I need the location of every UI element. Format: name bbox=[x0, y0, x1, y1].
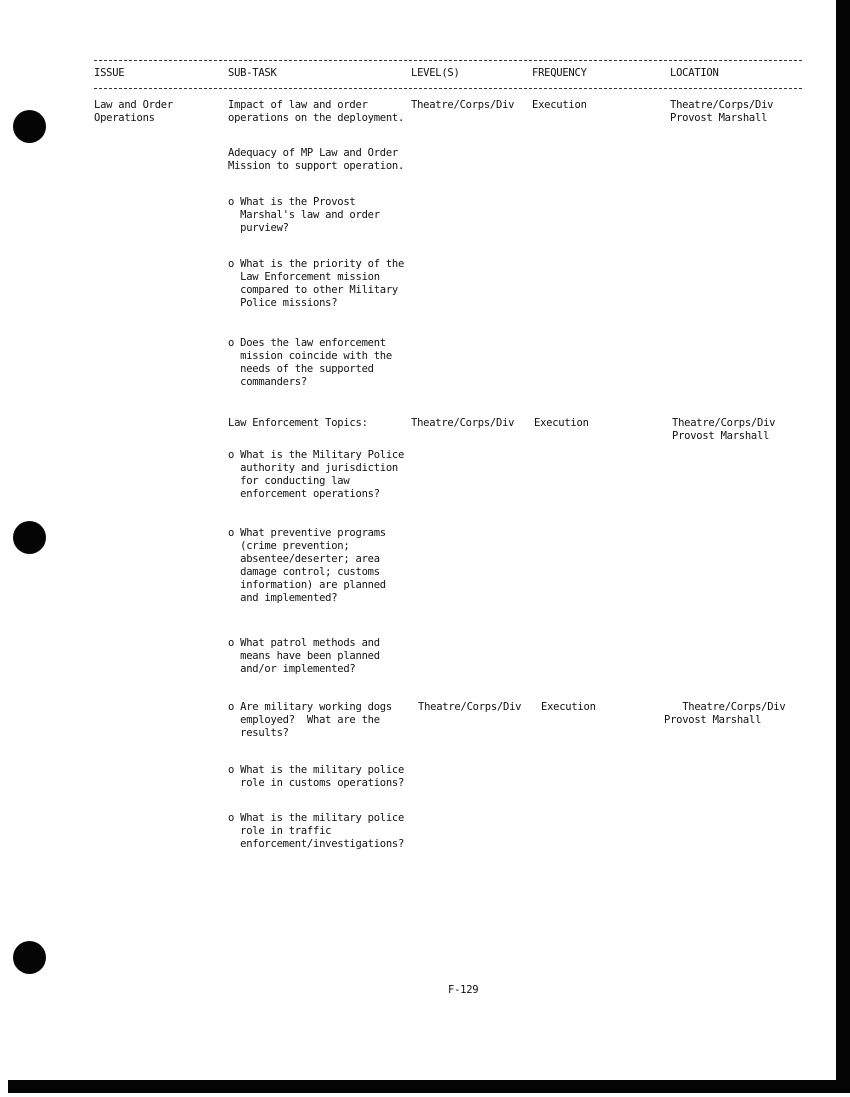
question-coincide: o Does the law enforcement mission coincide with the needs of the supported commanders? bbox=[228, 337, 392, 388]
punch-hole-middle bbox=[13, 521, 46, 554]
question-authority: o What is the Military Police authority and jurisdiction for conducting law enforcement operations? bbox=[228, 449, 405, 500]
frequency-row2: Execution bbox=[534, 417, 589, 429]
punch-hole-bottom bbox=[13, 941, 46, 974]
header-top-rule bbox=[94, 60, 802, 61]
level-row2: Theatre/Corps/Div bbox=[411, 417, 515, 429]
location-row3: Theatre/Corps/Div Provost Marshall bbox=[664, 701, 786, 726]
question-traffic: o What is the military police role in traffic enforcement/investigations? bbox=[228, 812, 405, 850]
question-patrol: o What patrol methods and means have been planned and/or implemented? bbox=[228, 637, 380, 675]
level-row3: Theatre/Corps/Div bbox=[418, 701, 522, 713]
question-working-dogs: o Are military working dogs employed? What are the results? bbox=[228, 701, 392, 739]
subtask-adequacy: Adequacy of MP Law and Order Mission to support operation. bbox=[228, 147, 405, 172]
location-row2: Theatre/Corps/Div Provost Marshall bbox=[672, 417, 776, 442]
header-issue: ISSUE bbox=[94, 67, 125, 79]
frequency-row1: Execution bbox=[532, 99, 587, 111]
location-row1: Theatre/Corps/Div Provost Marshall bbox=[670, 99, 774, 124]
subtask-law-enforcement-topics: Law Enforcement Topics: bbox=[228, 417, 368, 429]
header-levels: LEVEL(S) bbox=[411, 67, 460, 79]
header-location: LOCATION bbox=[670, 67, 719, 79]
frequency-row3: Execution bbox=[541, 701, 596, 713]
page-number: F-129 bbox=[448, 984, 479, 996]
punch-hole-top bbox=[13, 110, 46, 143]
question-customs: o What is the military police role in customs operations? bbox=[228, 764, 405, 789]
subtask-impact: Impact of law and order operations on the deployment. bbox=[228, 99, 405, 124]
header-bottom-rule bbox=[94, 88, 802, 89]
question-preventive: o What preventive programs (crime prevention; absentee/deserter; area damage control; customs information) are planned and implemented? bbox=[228, 527, 386, 604]
header-frequency: FREQUENCY bbox=[532, 67, 587, 79]
header-subtask: SUB-TASK bbox=[228, 67, 277, 79]
level-row1: Theatre/Corps/Div bbox=[411, 99, 515, 111]
question-purview: o What is the Provost Marshal's law and order purview? bbox=[228, 196, 380, 234]
scan-edge-bottom bbox=[8, 1080, 850, 1093]
issue-label: Law and Order Operations bbox=[94, 99, 173, 124]
question-priority: o What is the priority of the Law Enforcement mission compared to other Military Police missions? bbox=[228, 258, 405, 309]
scan-edge-right bbox=[836, 0, 850, 1092]
